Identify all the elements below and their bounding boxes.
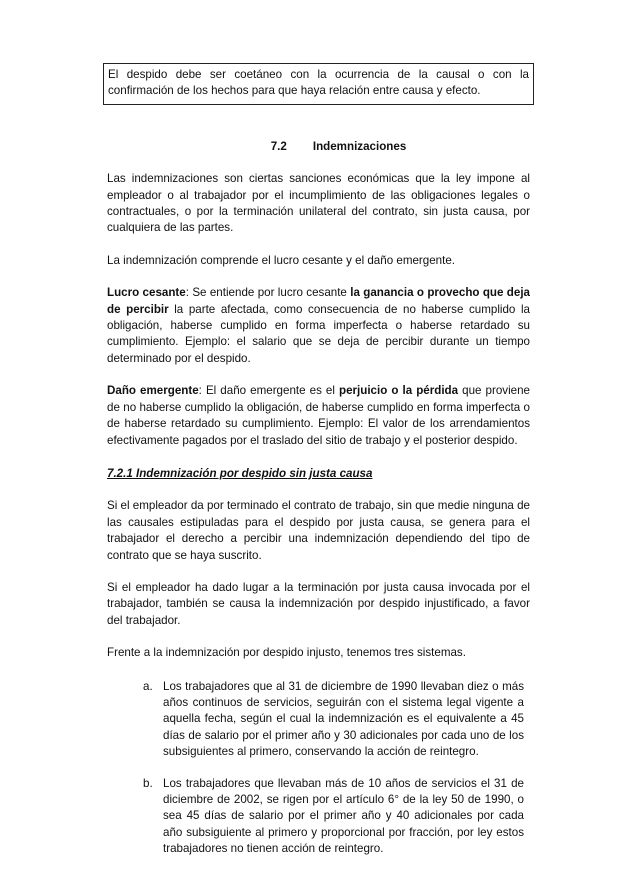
dano-emphasis: perjuicio o la pérdida [338,384,459,398]
list-item [107,679,530,761]
section-title: Indemnizaciones [312,139,407,153]
list-item-text: Los trabajadores que al 31 de diciembre de 1990 llevaban diez o más años continuos de servicios, seguirán con el sistema legal vigente a aquella fecha, según el cual la indemnización es el equivalente a 45 días de salario por el primer año y 30 adicionales por cada uno de los subsiguientes al primero, conservando la acción de reintegro. [163,679,524,759]
paragraph-terminacion-justa-causa: Si el empleador ha dado lugar a la terminación por justa causa invocada por el trabajador, también se causa la indemnización por despido injustificado, a favor del trabajador. [107,580,530,627]
document-page [107,63,530,873]
lucro-text-1: : Se entiende por lucro cesante [185,286,351,300]
lucro-cesante-term: Lucro cesante [107,286,186,300]
paragraph-dano-emergente [107,383,530,449]
lucro-emphasis: la ganancia o provecho que deja de percibir [107,286,531,316]
dano-text-1: : El daño emergente es el [198,384,339,398]
lucro-text-2: la parte afectada, como consecuencia de no haberse cumplido la obligación, haberse cumplido en forma imperfecta o haberse retardado su cumplimiento. Ejemplo: el salario que se deja de percibir durante un tiempo determinado por el despido. [107,302,530,365]
subsection-heading: 7.2.1 Indemnización por despido sin justa causa [107,466,373,480]
paragraph-despido-sin-causa: Si el empleador da por terminado el contrato de trabajo, sin que medie ninguna de las causales estipuladas para el despido por justa causa, se genera para el trabajador el derecho a percibir una indemnización dependiendo del tipo de contrato que se haya suscrito. [107,499,530,562]
dano-text-2: que proviene de no haberse cumplido la obligación, de haberse cumplido en forma imperfecta o de haberse retardado su cumplimiento. Ejemplo: El valor de los arrendamientos efectivamente pagados por el traslado del sitio de trabajo y el posterior despido. [107,384,530,447]
paragraph-definition: Las indemnizaciones son ciertas sanciones económicas que la ley impone al empleador o al trabajador por el incumplimiento de las obligaciones legales o contractuales, o por la terminación unilateral del contrato, sin justa causa, por cualquiera de las partes. [107,172,530,235]
sistemas-list [107,679,530,858]
section-heading [147,139,530,155]
paragraph-lucro-cesante [107,285,530,367]
list-marker: a. [143,679,153,693]
section-number: 7.2 [270,139,287,153]
paragraph-components: La indemnización comprende el lucro cesante y el daño emergente. [107,253,456,267]
dano-emergente-term: Daño emergente [107,384,199,398]
note-box-text: El despido debe ser coetáneo con la ocurrencia de la causal o con la confirmación de los hechos para que haya relación entre causa y efecto. [108,68,529,98]
list-item [107,776,530,858]
list-item-text: Los trabajadores que llevaban más de 10 años de servicios el 31 de diciembre de 2002, se rigen por el artículo 6° de la ley 50 de 1990, o sea 45 días de salario por el primer año y 40 adicionales por cada año subsiguiente al primero y proporcional por fracción, por ley estos trabajadores no tienen acción de reintegro. [163,776,524,856]
list-marker: b. [143,776,153,790]
note-box [103,63,534,105]
paragraph-tres-sistemas: Frente a la indemnización por despido injusto, tenemos tres sistemas. [107,646,466,660]
